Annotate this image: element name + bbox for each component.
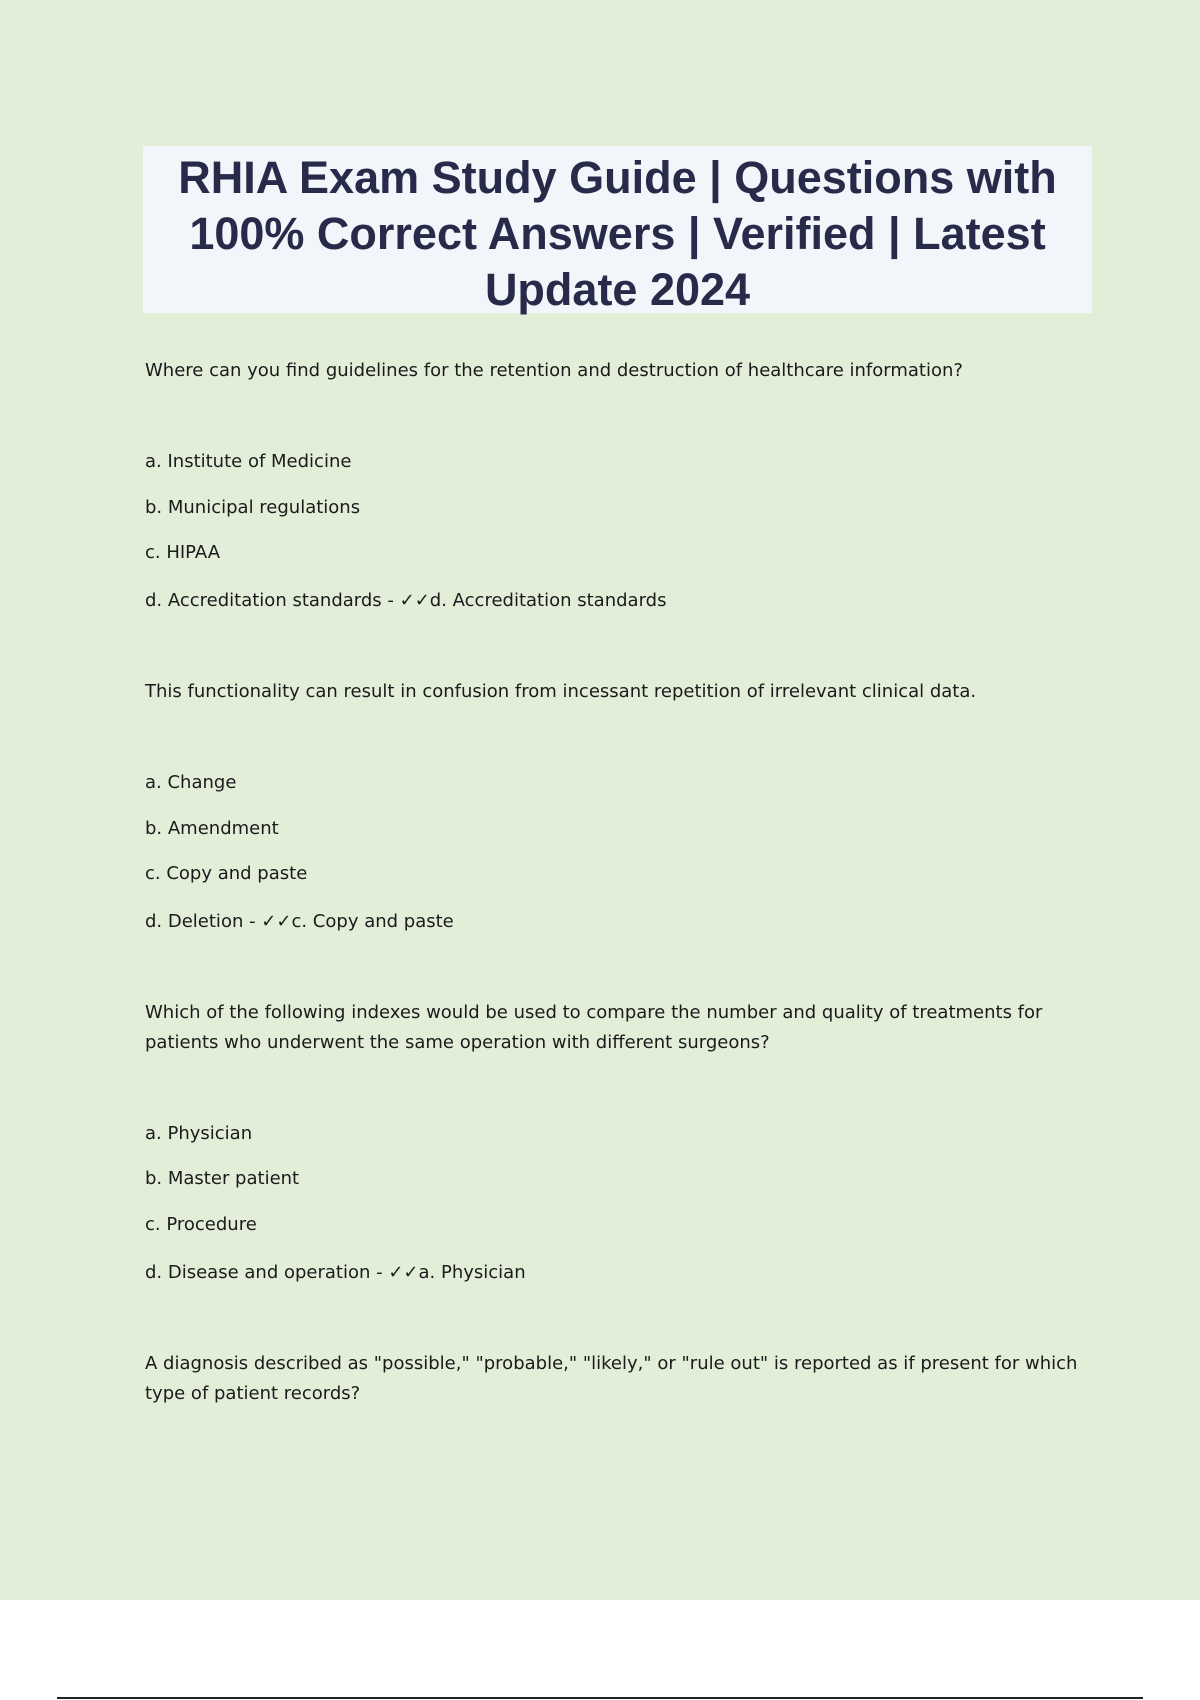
question-4-text: A diagnosis described as "possible," "probable," "likely," or "rule out" is reported as if present for which type of patient records? [145,1353,1078,1404]
question-2-text: This functionality can result in confusion from incessant repetition of irrelevant clinical data. [145,681,977,702]
document-title: RHIA Exam Study Guide | Questions with 100% Correct Answers | Verified | Latest Update 2024 [178,152,1057,315]
question-1-option-b: b. Municipal regulations [145,497,361,518]
checkmark-icon: ✓✓ [261,911,292,932]
question-3-text: Which of the following indexes would be used to compare the number and quality of treatments for patients who underwent the same operation with different surgeons? [145,1002,1043,1053]
question-3-option-d: d. Disease and operation - [145,1262,389,1283]
question-2-option-d-line [145,907,454,937]
title-banner [143,146,1092,313]
question-3-option-d-line [145,1258,526,1288]
question-2-option-c: c. Copy and paste [145,863,308,884]
question-3-option-b: b. Master patient [145,1168,300,1189]
question-3-answer: a. Physician [418,1262,526,1283]
checkmark-icon: ✓✓ [399,590,430,611]
footer-divider [57,1697,1143,1699]
question-1-option-d: d. Accreditation standards - [145,590,400,611]
question-2-option-b: b. Amendment [145,818,279,839]
question-1-option-a: a. Institute of Medicine [145,451,352,472]
question-1-answer: d. Accreditation standards [429,590,667,611]
question-1-text: Where can you find guidelines for the retention and destruction of healthcare information? [145,360,963,381]
checkmark-icon: ✓✓ [388,1262,419,1283]
question-3-option-c: c. Procedure [145,1214,257,1235]
question-2-option-a: a. Change [145,772,237,793]
question-2-option-d: d. Deletion - [145,911,262,932]
question-3-option-a: a. Physician [145,1123,253,1144]
question-2-answer: c. Copy and paste [291,911,454,932]
question-1-option-c: c. HIPAA [145,542,221,563]
question-1-option-d-line [145,586,666,616]
